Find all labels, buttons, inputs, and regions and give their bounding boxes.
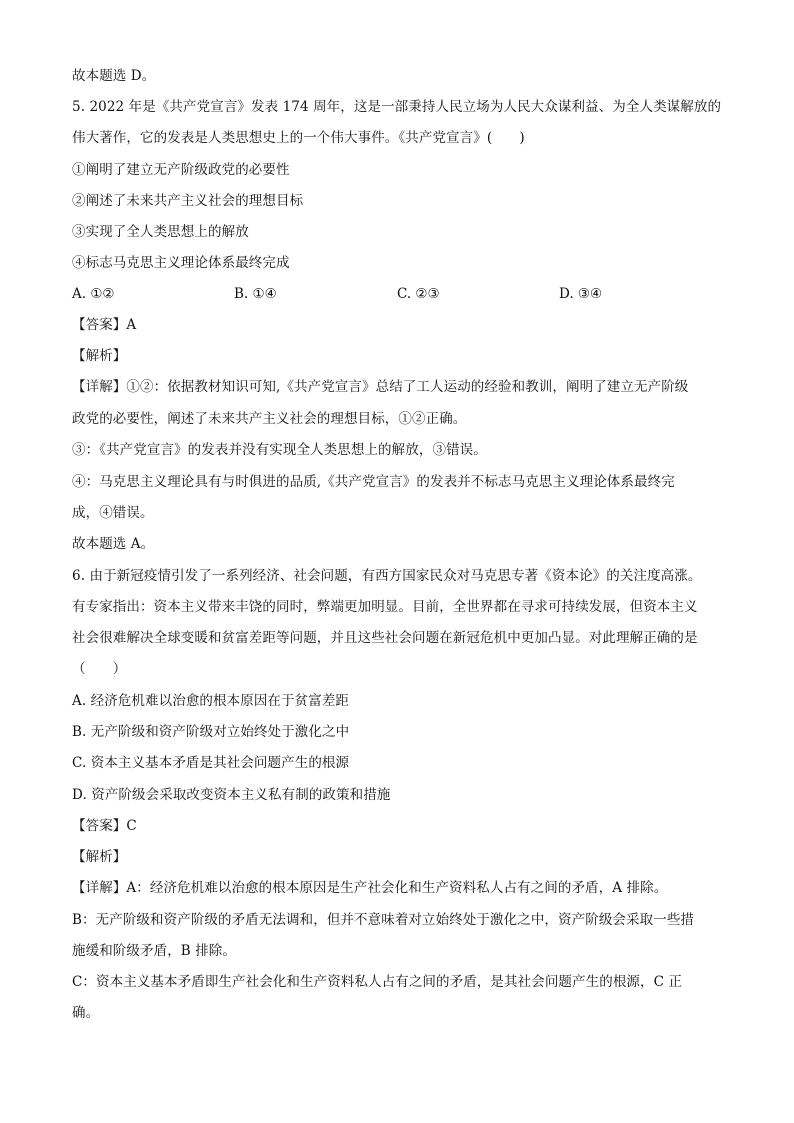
- q5-detail-line1: 【详解】①②：依据教材知识可知,《共产党宣言》总结了工人运动的经验和教训，阐明了建立无产阶级: [72, 379, 689, 395]
- q6-detail-line5: 确。: [72, 1005, 100, 1021]
- q6-answer: 【答案】C: [72, 818, 137, 834]
- q5-option-a: A. ①②: [72, 286, 115, 302]
- q5-conclusion: 故本题选 A。: [72, 536, 155, 552]
- q5-detail-line4: ④：马克思主义理论具有与时俱进的品质,《共产党宣言》的发表并不标志马克思主义理论体系最终完: [72, 474, 675, 490]
- q5-option-b: B. ①④: [234, 286, 277, 302]
- q5-item-2: ②阐述了未来共产主义社会的理想目标: [72, 193, 304, 209]
- q5-item-3: ③实现了全人类思想上的解放: [72, 224, 249, 240]
- q6-option-b: B. 无产阶级和资产阶级对立始终处于激化之中: [72, 724, 350, 740]
- q5-option-d: D. ③④: [559, 286, 603, 302]
- q5-stem-line1: 5. 2022 年是《共产党宣言》发表 174 周年，这是一部秉持人民立场为人民大众谋利益、为全人类谋解放的: [72, 99, 722, 115]
- q6-detail-line4: C：资本主义基本矛盾即生产社会化和生产资料私人占有之间的矛盾，是其社会问题产生的根源，C 正: [72, 974, 683, 990]
- q6-detail-line2: B：无产阶级和资产阶级的矛盾无法调和，但并不意味着对立始终处于激化之中，资产阶级会采取一些措: [72, 912, 695, 928]
- q6-stem-line4: （ ）: [72, 661, 127, 677]
- q6-option-d: D. 资产阶级会采取改变资本主义私有制的政策和措施: [72, 787, 391, 803]
- q5-analysis-title: 【解析】: [72, 348, 127, 364]
- q6-option-c: C. 资本主义基本矛盾是其社会问题产生的根源: [72, 755, 350, 771]
- q6-detail-line3: 施缓和阶级矛盾，B 排除。: [72, 943, 237, 959]
- q5-item-1: ①阐明了建立无产阶级政党的必要性: [72, 162, 290, 178]
- q5-stem-line2: 伟大著作，它的发表是人类思想史上的一个伟大事件。《共产党宣言》( ): [72, 130, 525, 146]
- q5-item-4: ④标志马克思主义理论体系最终完成: [72, 255, 290, 271]
- q5-option-c: C. ②③: [397, 286, 440, 302]
- q5-detail-line3: ③：《共产党宣言》的发表并没有实现全人类思想上的解放，③错误。: [72, 442, 487, 458]
- q6-analysis-title: 【解析】: [72, 849, 127, 865]
- q6-stem-line1: 6. 由于新冠疫情引发了一系列经济、社会问题，有西方国家民众对马克思专著《资本论》的关注度高涨。: [72, 568, 702, 584]
- q5-detail-line2: 政党的必要性，阐述了未来共产主义社会的理想目标，①②正确。: [72, 411, 467, 427]
- q6-stem-line3: 社会很难解决全球变暖和贫富差距等问题，并且这些社会问题在新冠危机中更加凸显。对此理解正确的是: [72, 630, 698, 646]
- q6-stem-line2: 有专家指出：资本主义带来丰饶的同时，弊端更加明显。目前，全世界都在寻求可持续发展，但资本主义: [72, 599, 698, 615]
- q5-answer: 【答案】A: [72, 317, 137, 333]
- q5-detail-line5: 成，④错误。: [72, 505, 154, 521]
- q6-detail-line1: 【详解】A：经济危机难以治愈的根本原因是生产社会化和生产资料私人占有之间的矛盾，A 排除。: [72, 880, 668, 896]
- q6-option-a: A. 经济危机难以治愈的根本原因在于贫富差距: [72, 693, 350, 709]
- prev-conclusion: 故本题选 D。: [72, 68, 156, 84]
- q5-options: [72, 284, 732, 304]
